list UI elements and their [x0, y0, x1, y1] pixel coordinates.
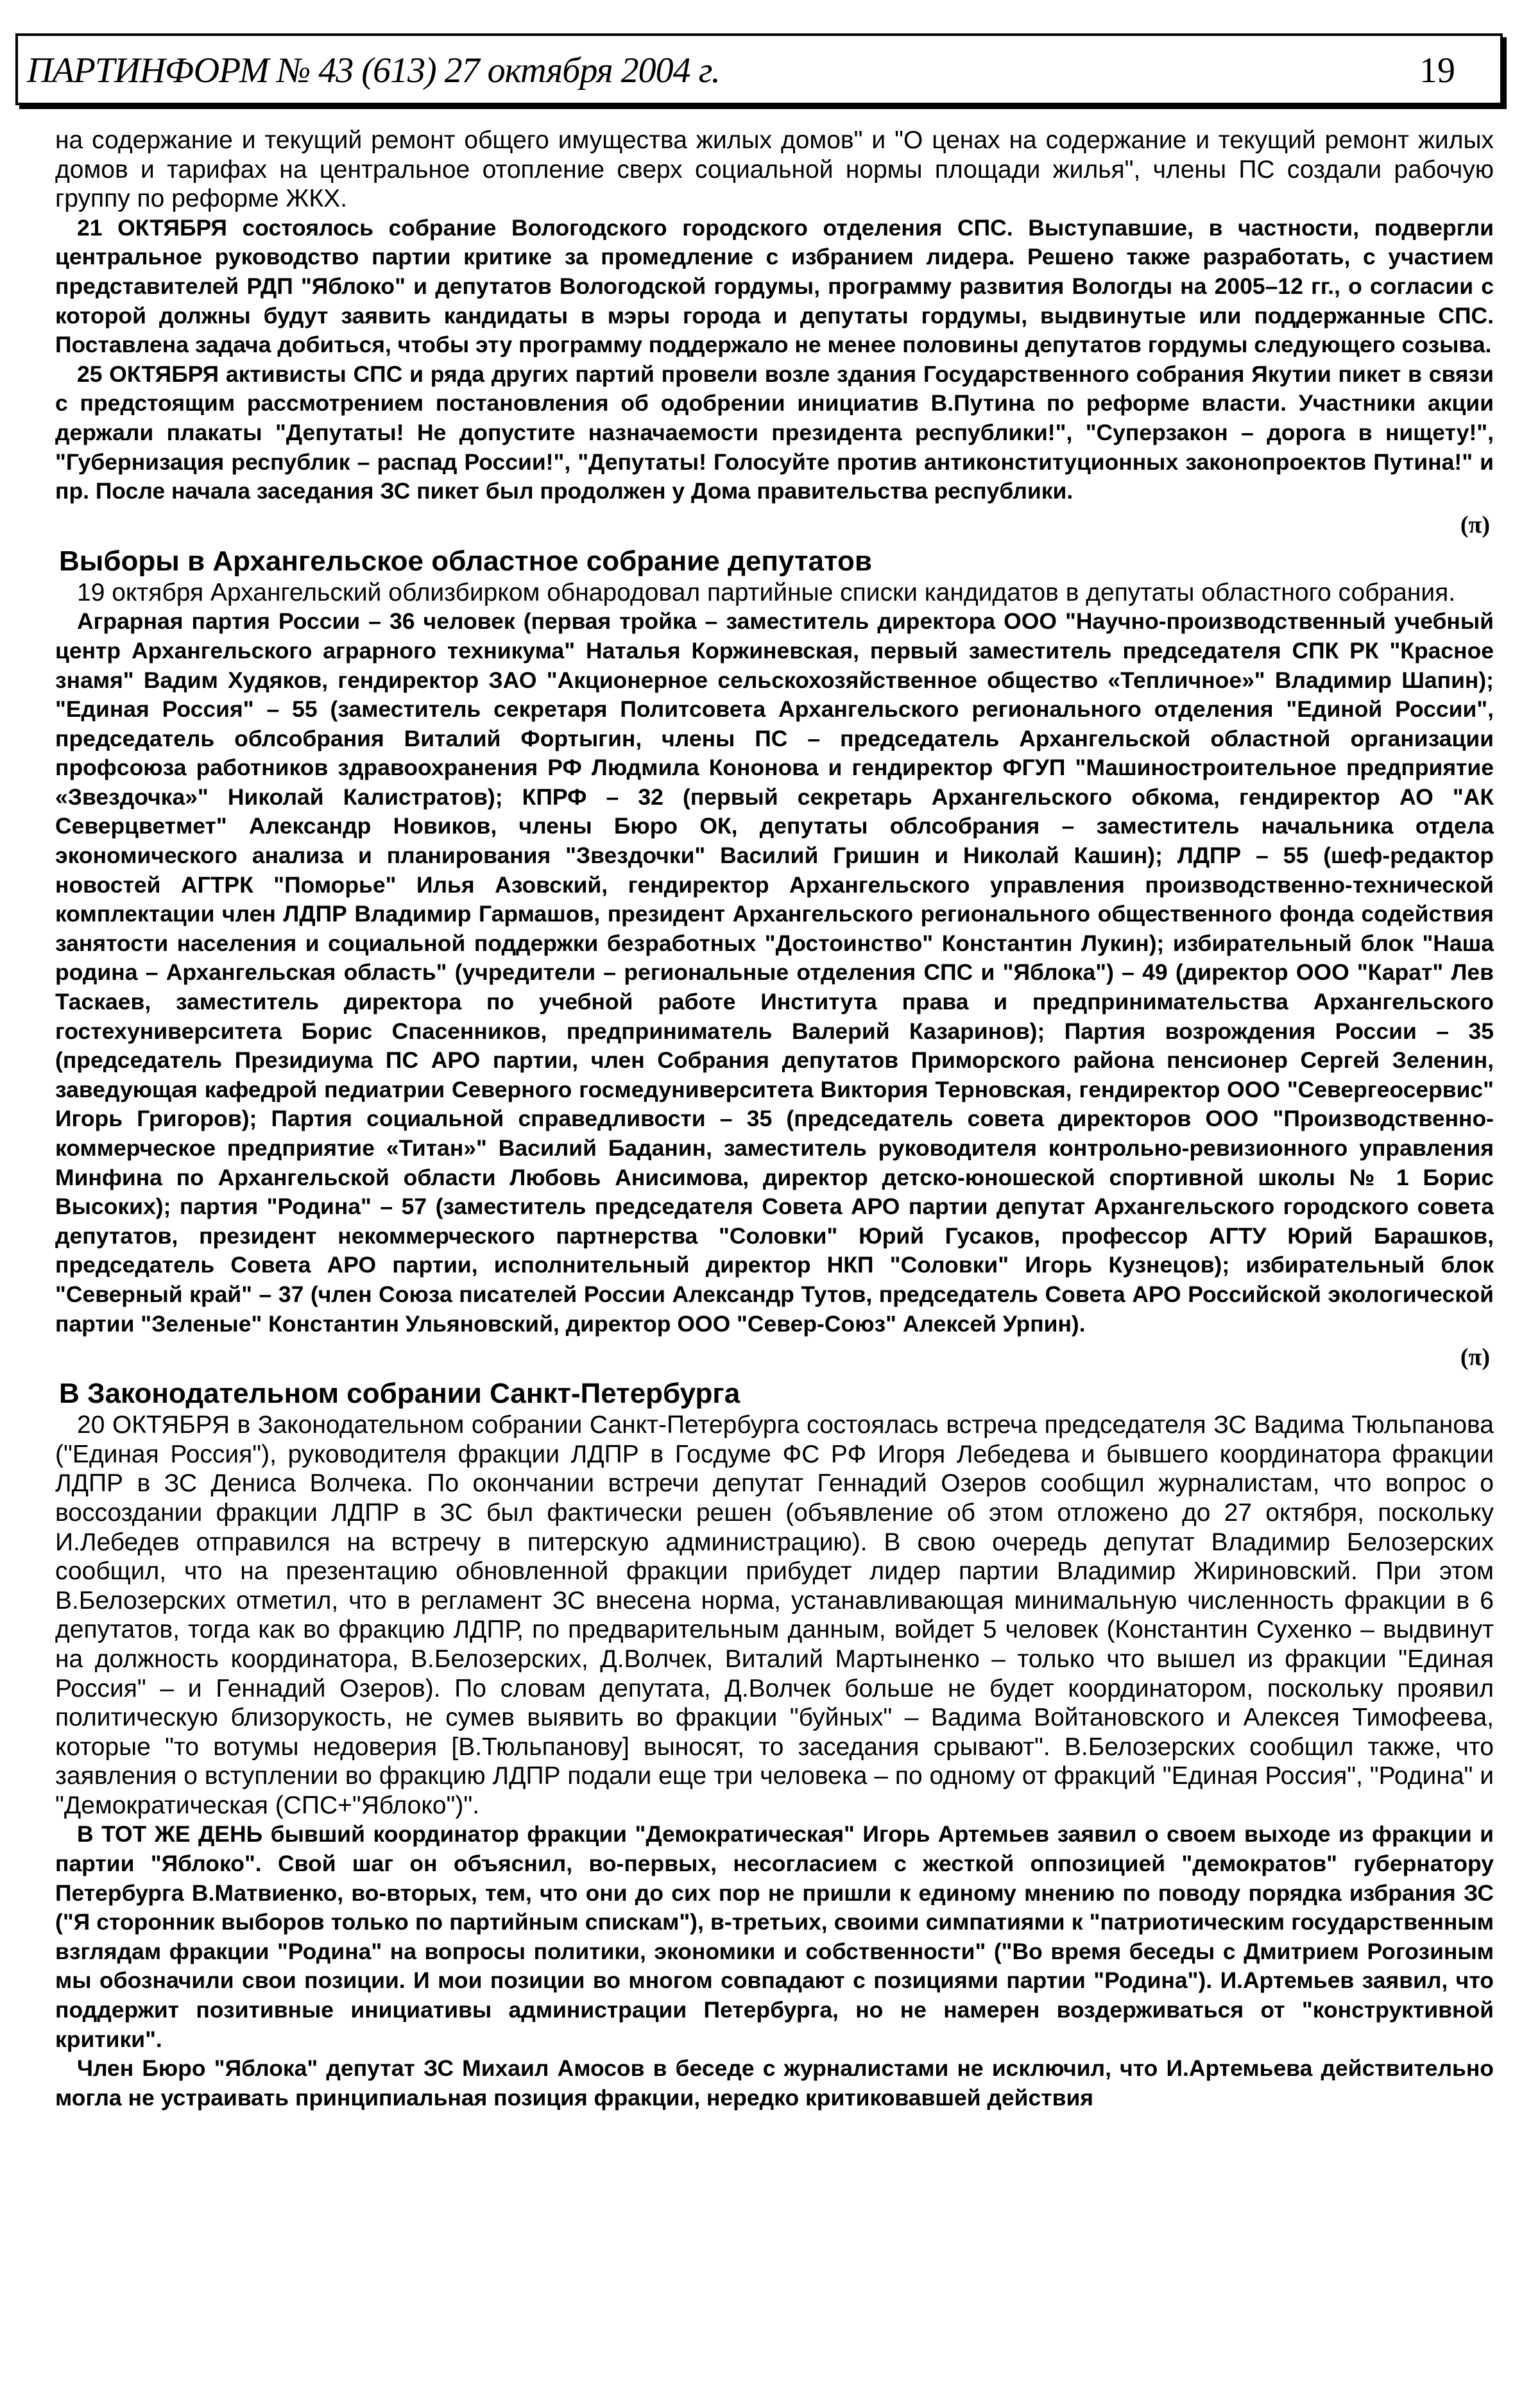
- section-heading: В Законодательном собрании Санкт-Петербурга: [59, 1378, 740, 1410]
- section-heading: Выборы в Архангельское областное собрание депутатов: [59, 545, 872, 577]
- paragraph: 21 ОКТЯБРЯ состоялось собрание Вологодского городского отделения СПС. Выступавшие, в частности, подвергли центральное руководство партии критике за промедление с избранием лидера. Решено также разработать, с участием представителей РДП "Яблоко" и депутатов Вологодской гордумы, программу развития Вологды на 2005–12 гг., о согласии с которой должны будут заявить кандидаты в мэры города и депутаты гордумы, выдвинутые или поддержанные СПС. Поставлена задача добиться, чтобы эту программу поддержало не менее половины депутатов гордумы следующего созыва.: [55, 214, 1494, 358]
- page-header: [15, 33, 1503, 105]
- author-sign: (π): [1460, 1344, 1490, 1371]
- paragraph: 19 октября Архангельский облизбирком обнародовал партийные списки кандидатов в депутаты областного собрания.: [77, 578, 1456, 606]
- paragraph: 25 ОКТЯБРЯ активисты СПС и ряда других партий провели возле здания Государственного собрания Якутии пикет в связи с предстоящим рассмотрением постановления об одобрении инициатив В.Путина по реформе власти. Участники акции держали плакаты "Депутаты! Не допустите назначаемости президента республики!", "Суперзакон – дорога в нищету!", "Губернизация республик – распад России!", "Депутаты! Голосуйте против антиконституционных законопроектов Путина!" и пр. После начала заседания ЗС пикет был продолжен у Дома правительства республики.: [55, 361, 1494, 504]
- author-sign: (π): [1460, 511, 1490, 538]
- article-body: [55, 126, 1494, 2112]
- paragraph: Аграрная партия России – 36 человек (первая тройка – заместитель директора ООО "Научно-производственный учебный центр Архангельского аграрного техникума" Наталья Коржиневская, первый заместитель председателя СПК РК "Красное знамя" Вадим Худяков, гендиректор ЗАО "Акционерное сельскохозяйственное общество «Тепличное»" Владимир Шапин); "Единая Россия" – 55 (заместитель секретаря Политсовета Архангельского регионального отделения "Единой России", председатель облсобрания Виталий Фортыгин, члены ПС – председатель Архангельской областной организации профсоюза работников здравоохранения РФ Людмила Кононова и гендиректор ФГУП "Машиностроительное предприятие «Звездочка»" Николай Калистратов); КПРФ – 32 (первый секретарь Архангельского обкома, гендиректор АО "АК Северцветмет" Александр Новиков, члены Бюро ОК, депутаты облсобрания – заместитель начальника отдела экономического анализа и планирования "Звездочки" Василий Гришин и Николай Кашин); ЛДПР – 55 (шеф-редактор новостей АГТРК "Поморье" Илья Азовский, гендиректор Архангельского управления производственно-технической комплектации член ЛДПР Владимир Гармашов, президент Архангельского регионального общественного фонда содействия занятости населения и социальной поддержки безработных "Достоинство" Константин Лукин); избирательный блок "Наша родина – Архангельская область" (учредители – региональные отделения СПС и "Яблока") – 49 (директор ООО "Карат" Лев Таскаев, заместитель директора по учебной работе Института права и предпринимательства Архангельского гостехуниверситета Борис Спасенников, предприниматель Валерий Казаринов); Партия возрождения России – 35 (председатель Президиума ПС АРО партии, член Собрания депутатов Приморского района пенсионер Сергей Зеленин, заведующая кафедрой педиатрии Северного госмедуниверситета Виктория Терновская, гендиректор ООО "Севергеосервис" Игорь Григоров); Партия социальной справедливости – 35 (председатель совета директоров ООО "Производственно-коммерческое предприятие «Титан»" Василий Баданин, заместитель руководителя контрольно-ревизионного управления Минфина по Архангельской области Любовь Анисимова, директор детско-юношеской спортивной школы № 1 Борис Высоких); партия "Родина" – 57 (заместитель председателя Совета АРО партии депутат Архангельского городского совета депутатов, президент некоммерческого партнерства "Соловки" Юрий Гусаков, профессор АГТУ Юрий Барашков, председатель Совета АРО партии, исполнительный директор НКП "Соловки" Игорь Кузнецов); избирательный блок "Северный край" – 37 (член Союза писателей России Александр Тутов, председатель Совета АРО Российской экологической партии "Зеленые" Константин Ульяновский, директор ООО "Север-Союз" Алексей Урпин).: [55, 608, 1494, 1337]
- paragraph: Член Бюро "Яблока" депутат ЗС Михаил Амосов в беседе с журналистами не исключил, что И.Артемьева действительно могла не устраивать принципиальная позиция фракции, нередко критиковавшей действия: [55, 2055, 1494, 2111]
- page-number: 19: [1419, 51, 1455, 90]
- paragraph: на содержание и текущий ремонт общего имущества жилых домов" и "О ценах на содержание и текущий ремонт жилых домов и тарифах на центральное отопление сверх социальной нормы площади жилья", члены ПС создали рабочую группу по реформе ЖКХ.: [55, 126, 1494, 213]
- paragraph: В ТОТ ЖЕ ДЕНЬ бывший координатор фракции "Демократическая" Игорь Артемьев заявил о своем выходе из фракции и партии "Яблоко". Свой шаг он объяснил, во-первых, несогласием с жесткой оппозицией "демократов" губернатору Петербурга В.Матвиенко, во-вторых, тем, что они до сих пор не пришли к единому мнению по поводу порядка избрания ЗС ("Я сторонник выборов только по партийным спискам"), в-третьих, своими симпатиями к "патриотическим государственным взглядам фракции "Родина" на вопросы политики, экономики и собственности" ("Во время беседы с Дмитрием Рогозиным мы обозначили свои позиции. И мои позиции во многом совпадают с позициями партии "Родина"). И.Артемьев заявил, что поддержит позитивные инициативы администрации Петербурга, но не намерен воздерживаться от "конструктивной критики".: [55, 1821, 1494, 2052]
- paragraph: 20 ОКТЯБРЯ в Законодательном собрании Санкт-Петербурга состоялась встреча председателя ЗС Вадима Тюльпанова ("Единая Россия"), руководителя фракции ЛДПР в Госдуме ФС РФ Игоря Лебедева и бывшего координатора фракции ЛДПР в ЗС Дениса Волчека. По окончании встречи депутат Геннадий Озеров сообщил журналистам, что вопрос о воссоздании фракции ЛДПР в ЗС был фактически решен (объявление об этом отложено до 27 октября, поскольку И.Лебедев отправился на встречу в питерскую администрацию). В свою очередь депутат Владимир Белозерских сообщил, что на презентацию обновленной фракции прибудет лидер партии Владимир Жириновский. При этом В.Белозерских отметил, что в регламент ЗС внесена норма, устанавливающая минимальную численность фракции в 6 депутатов, тогда как во фракцию ЛДПР, по предварительным данным, войдет 5 человек (Константин Сухенко – выдвинут на должность координатора, В.Белозерских, Д.Волчек, Виталий Мартыненко – только что вышел из фракции "Единая Россия" – и Геннадий Озеров). По словам депутата, Д.Волчек больше не будет координатором, поскольку проявил политическую близорукость, не сумев выявить во фракции "буйных" – Вадима Войтановского и Алексея Тимофеева, которые "то вотумы недоверия [В.Тюльпанову] выносят, то заседания срывают". В.Белозерских сообщил также, что заявления о вступлении во фракцию ЛДПР подали еще три человека – по одному от фракций "Единая Россия", "Родина" и "Демократическая (СПС+"Яблоко")".: [55, 1411, 1494, 1819]
- publication-title: ПАРТИНФОРМ № 43 (613) 27 октября 2004 г.: [27, 51, 720, 90]
